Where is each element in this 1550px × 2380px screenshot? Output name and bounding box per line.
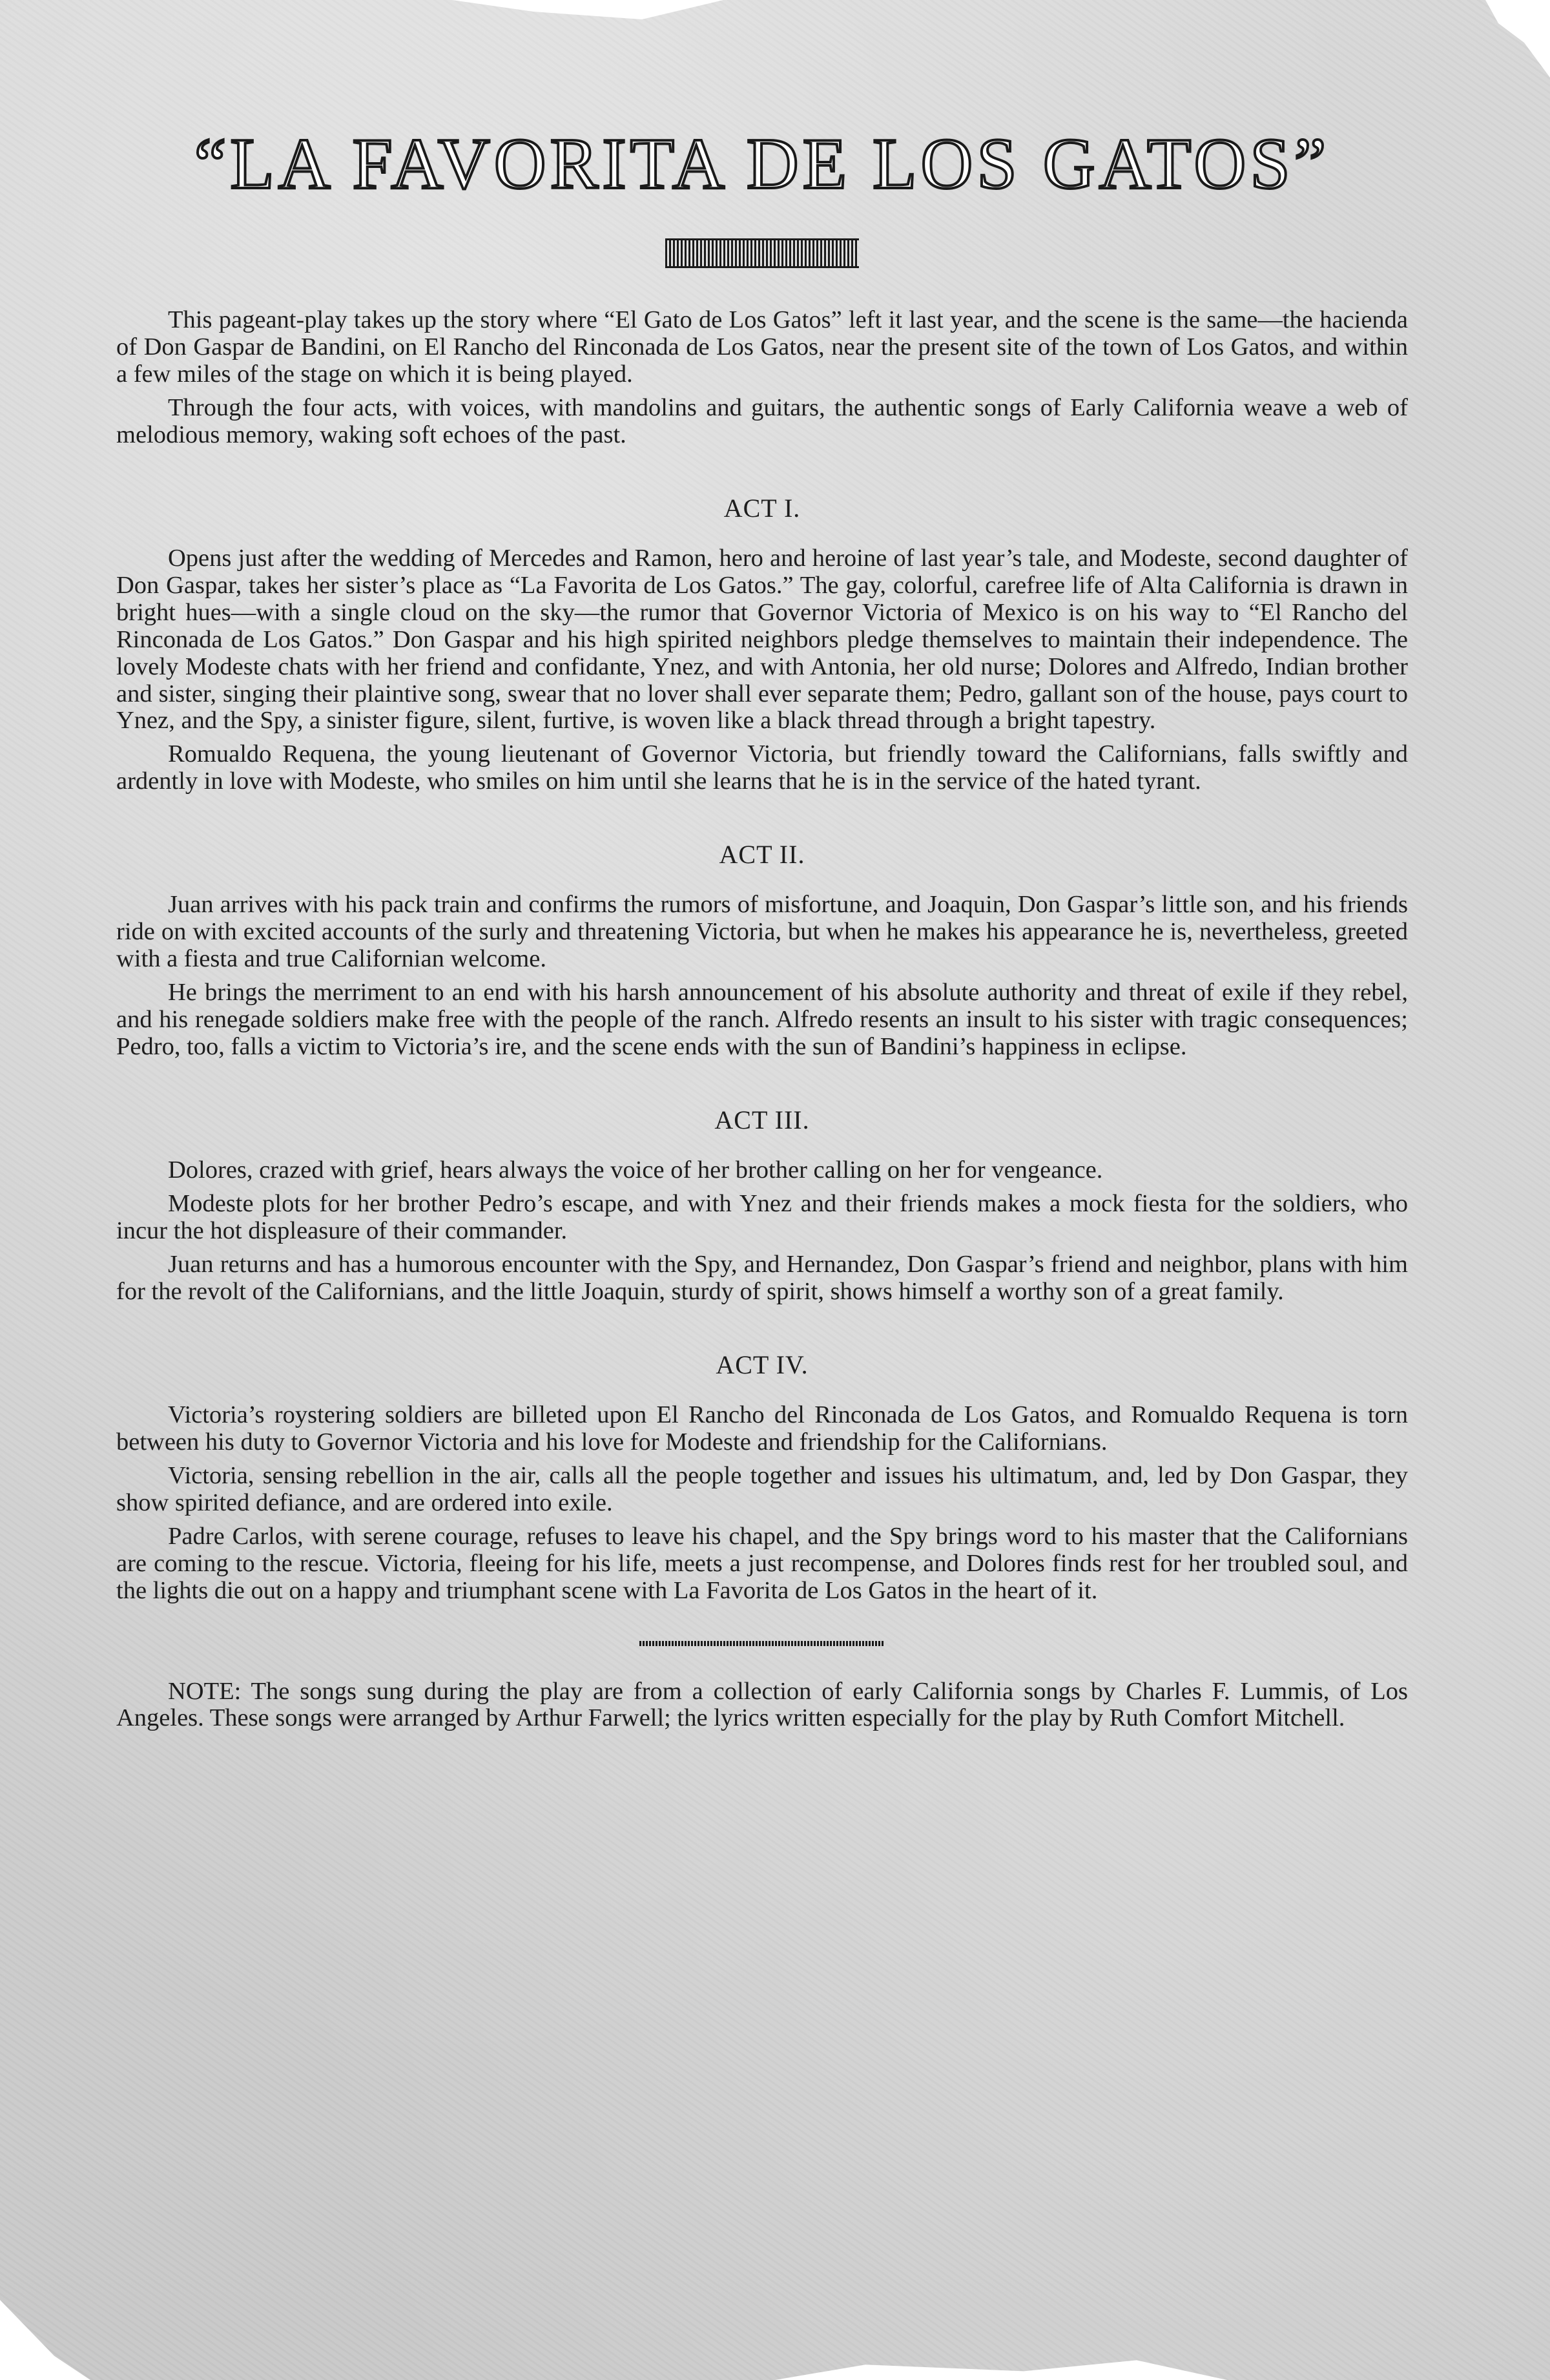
- section-divider: [639, 1641, 885, 1646]
- torn-edge-top: [452, 0, 723, 19]
- intro-section: [116, 307, 1408, 449]
- act-paragraph: Victoria, sensing rebellion in the air, calls all the people together and issues his ultimatum, and, led by Don Gaspar, they show spirited defiance, and are ordered into exile.: [116, 1461, 1408, 1516]
- act-paragraph: Modeste plots for her brother Pedro’s escape, and with Ynez and their friends makes a mock fiesta for the soldiers, who incur the hot displeasure of their commander.: [116, 1190, 1408, 1244]
- act-heading: ACT IV.: [716, 1350, 809, 1379]
- intro-paragraph: This pageant-play takes up the story where “El Gato de Los Gatos” left it last year, and the scene is the same—the hacienda of Don Gaspar de Bandini, on El Rancho del Rinconada de Los Gatos, near the present site of the town of Los Gatos, and within a few miles of the stage on which it is being played.: [116, 306, 1408, 388]
- act-heading: ACT III.: [714, 1105, 810, 1135]
- torn-corner-top-right: [1485, 0, 1550, 78]
- note-paragraph: NOTE: The songs sung during the play are from a collection of early California songs by Charles F. Lummis, of Los Angeles. These songs were arranged by Arthur Farwell; the lyrics written especially for the play by Ruth Comfort Mitchell.: [116, 1677, 1408, 1732]
- torn-corner-bottom-left: [0, 2300, 90, 2380]
- act-1-section: [116, 493, 1408, 796]
- act-paragraph: Juan arrives with his pack train and confirms the rumors of misfortune, and Joaquin, Don Gaspar’s little son, and his friends ride on with excited accounts of the surly and threatening Victoria, but when he makes his appearance he is, nevertheless, greeted with a fiesta and true Californian welcome.: [116, 891, 1408, 973]
- act-paragraph: Juan returns and has a humorous encounter with the Spy, and Hernandez, Don Gaspar’s friend and neighbor, plans with him for the revolt of the Californians, and the little Joaquin, sturdy of spirit, shows himself a worthy son of a great family.: [116, 1250, 1408, 1305]
- act-heading: ACT I.: [723, 493, 801, 523]
- page-title: “LA FAVORITA DE LOS GATOS”: [194, 124, 1330, 204]
- act-paragraph: Victoria’s roystering soldiers are billeted upon El Rancho del Rinconada de Los Gatos, and Romualdo Requena is torn between his duty to Governor Victoria and his love for Modeste and friendship for the Californians.: [116, 1401, 1408, 1456]
- act-paragraph: Dolores, crazed with grief, hears always the voice of her brother calling on her for vengeance.: [168, 1156, 1103, 1184]
- act-heading: ACT II.: [719, 840, 805, 870]
- title-ornament: [665, 238, 859, 268]
- act-paragraph: Opens just after the wedding of Mercedes and Ramon, hero and heroine of last year’s tale, and Modeste, second daughter of Don Gaspar, takes her sister’s place as “La Favorita de Los Gatos.” The gay, colorful, carefree life of Alta California is drawn in bright hues—with a single cloud on the sky—the rumor that Governor Victoria of Mexico is on his way to “El Rancho del Rinconada de Los Gatos.” Don Gaspar and his high spirited neighbors pledge themselves to maintain their independence. The lovely Modeste chats with her friend and confidante, Ynez, and with Antonia, her old nurse; Dolores and Alfredo, Indian brother and sister, singing their plaintive song, swear that no lover shall ever separate them; Pedro, gallant son of the house, pays court to Ynez, and the Spy, a sinister figure, silent, furtive, is woven like a black thread through a bright tapestry.: [116, 544, 1408, 735]
- act-3-section: [116, 1105, 1408, 1306]
- document-body: [116, 103, 1408, 1738]
- act-paragraph: Romualdo Requena, the young lieutenant of Governor Victoria, but friendly toward the Californians, falls swiftly and ardently in love with Modeste, who smiles on him until she learns that he is in the service of the hated tyrant.: [116, 740, 1408, 795]
- act-paragraph: Padre Carlos, with serene courage, refuses to leave his chapel, and the Spy brings word to his master that the Californians are coming to the rescue. Victoria, fleeing for his life, meets a just recompense, and Dolores finds rest for her troubled soul, and the lights die out on a happy and triumphant scene with La Favorita de Los Gatos in the heart of it.: [116, 1522, 1408, 1604]
- act-4-section: [116, 1350, 1408, 1605]
- act-paragraph: He brings the merriment to an end with his harsh announcement of his absolute authority and threat of exile if they rebel, and his renegade soldiers make free with the people of the ranch. Alfredo resents an insult to his sister with tragic consequences; Pedro, too, falls a victim to Victoria’s ire, and the scene ends with the sun of Bandini’s happiness in eclipse.: [116, 979, 1408, 1061]
- act-2-section: [116, 839, 1408, 1061]
- torn-edge-bottom: [775, 2358, 1227, 2380]
- intro-paragraph: Through the four acts, with voices, with mandolins and guitars, the authentic songs of Early California weave a web of melodious memory, waking soft echoes of the past.: [116, 393, 1408, 448]
